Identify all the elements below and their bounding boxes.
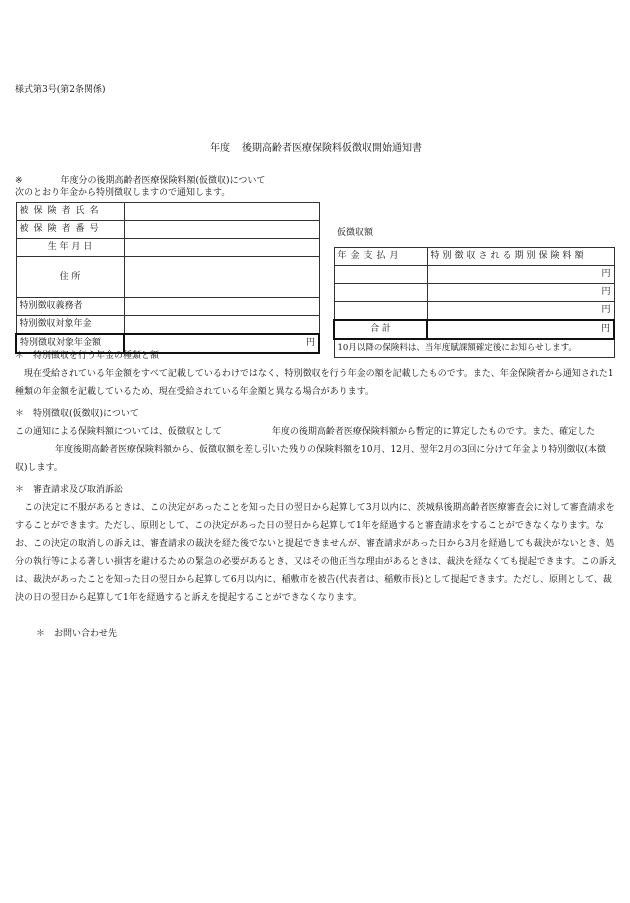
birth-date-value [124, 239, 319, 257]
table-row [334, 248, 614, 266]
section-heading: ＊ 特別徴収を行う年金の種類と額 [15, 351, 160, 361]
table-row [16, 239, 319, 257]
insured-number-label: 被保険者番号 [16, 221, 124, 239]
header-month: 年金支払月 [334, 248, 427, 266]
table-row [334, 266, 614, 284]
page-title [210, 139, 422, 154]
section-provisional [15, 405, 617, 477]
intro-line-2: 次のとおり年金から特別徴収しますので通知します。 [15, 188, 231, 198]
title-text: 後期高齢者医療保険料仮徴収開始通知書 [242, 143, 422, 154]
form-number: 様式第3号(第2条関係) [15, 85, 106, 95]
address-label: 住 所 [16, 257, 124, 298]
note-mark: ※ [15, 176, 23, 186]
pension-amount-label: 特別徴収対象年金額 [16, 334, 124, 353]
table-row [16, 316, 319, 335]
section-body: 現在受給されている年金額をすべて記載しているわけではなく、特別徴収を行う年金の額を記載したものです。また、年金保険者から通知された1種類の年金額を記載しているため、現在受給されている年金額と異なる場合があります。 [15, 369, 614, 397]
title-year: 年度 [210, 143, 230, 154]
table-row [334, 320, 614, 339]
intro-line-1: ※ 年度分の後期高齢者医療保険料額(仮徴収)について [15, 176, 266, 186]
section-pension [15, 347, 617, 401]
target-pension-label: 特別徴収対象年金 [16, 316, 124, 335]
table-row [16, 221, 319, 239]
month-cell [334, 266, 427, 284]
section-appeal [15, 481, 617, 607]
table-row [334, 284, 614, 302]
right-note: 10月以降の保険料は、当年度賦課額確定後にお知らせします。 [334, 339, 614, 358]
amount-cell: 円 [427, 302, 614, 321]
insured-name-label: 被保険者氏名 [16, 203, 124, 221]
table-row [16, 298, 319, 316]
birth-date-label: 生 年 月 日 [16, 239, 124, 257]
insured-name-value [124, 203, 319, 221]
contact-heading: ＊ お問い合わせ先 [36, 629, 118, 639]
total-label: 合 計 [334, 320, 427, 339]
table-row [16, 257, 319, 298]
pension-amount-value: 円 [124, 334, 319, 353]
table-row [334, 302, 614, 321]
total-amount: 円 [427, 320, 614, 339]
section-body: この通知による保険料額については、仮徴収として 年度の後期高齢者医療保険料額から暫定的に算定したものです。また、確定した年度後期高齢者医療保険料額から、仮徴収額を差し引いた残りの保険料額を10月、12月、翌年2月の3回に分けて年金より特別徴収(本徴収)します。 [15, 427, 606, 473]
section-heading: ＊ 審査請求及び取消訴訟 [15, 485, 124, 495]
address-value [124, 257, 319, 298]
header-amount: 特別徴収される期別保険料額 [427, 248, 614, 266]
target-pension-value [124, 316, 319, 335]
obligor-value [124, 298, 319, 316]
insured-number-value [124, 221, 319, 239]
table-row [16, 203, 319, 221]
amount-cell: 円 [427, 284, 614, 302]
provisional-amount-table [333, 247, 615, 358]
insured-info-table [15, 202, 320, 354]
month-cell [334, 284, 427, 302]
obligor-label: 特別徴収義務者 [16, 298, 124, 316]
month-cell [334, 302, 427, 321]
section-body: この決定に不服があるときは、この決定があったことを知った日の翌日から起算して3月以内に、茨城県後期高齢者医療審査会に対して審査請求をすることができます。ただし、原則として、この決定があった日の翌日から起算して1年を経過すると審査請求をすることができなくなります。なお、この決定の取消しの訴えは、審査請求の裁決を経た後でないと提起できませんが、審査請求があった日から3月を経過しても裁決がないとき、処分の執行等による著しい損害を避けるための緊急の必要があるとき、又はその他正当な理由があるときは、裁決を経なくても提起できます。この訴えは、裁決があったことを知った日の翌日から起算して6月以内に、稲敷市を被告(代表者は、稲敷市長)として提起できます。ただし、原則として、裁決の日の翌日から起算して1年を経過すると訴えを提起することができなくなります。 [15, 503, 617, 603]
amount-cell: 円 [427, 266, 614, 284]
provisional-label: 仮徴収額 [337, 228, 374, 238]
section-heading: ＊ 特別徴収(仮徴収)について [15, 409, 139, 419]
